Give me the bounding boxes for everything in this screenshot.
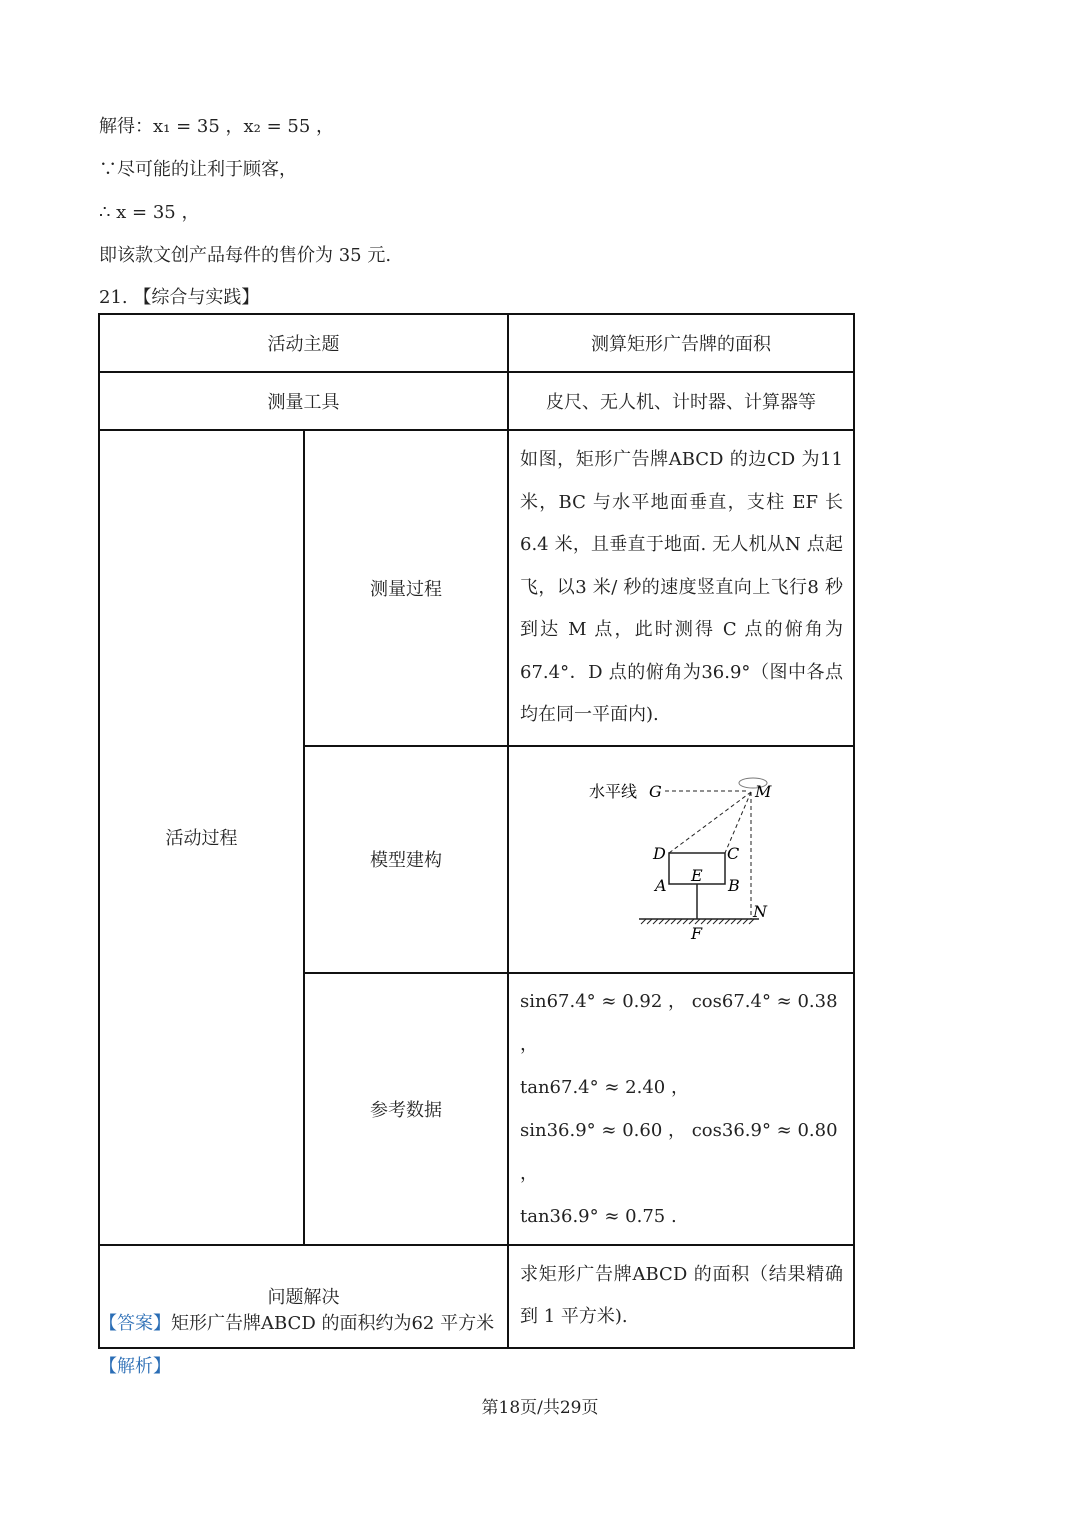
theme-value: 测算矩形广告牌的面积 bbox=[508, 314, 854, 372]
solution-line-2: ∵尽可能的让利于顾客， bbox=[99, 159, 297, 180]
horizontal-line-label: 水平线 bbox=[589, 781, 638, 801]
solution-line-3: ∴ x = 35 ， bbox=[99, 202, 200, 223]
solve-label: 问题解决 bbox=[99, 1245, 508, 1348]
ref-line-1: sin67.4° ≈ 0.92 ， cos67.4° ≈ 0.38 ， bbox=[520, 990, 838, 1055]
solve-text: 求矩形广告牌ABCD 的面积（结果精确到 1 平方米). bbox=[508, 1245, 854, 1348]
point-n: N bbox=[753, 901, 767, 921]
activity-table bbox=[98, 313, 855, 1349]
model-label: 模型建构 bbox=[304, 746, 508, 973]
ref-line-3: sin36.9° ≈ 0.60 ， cos36.9° ≈ 0.80 ， bbox=[520, 1119, 838, 1184]
answer-text: 矩形广告牌ABCD 的面积约为62 平方米 bbox=[171, 1313, 495, 1334]
answer-label: 【答案】 bbox=[99, 1313, 171, 1334]
question-heading: 21. 【综合与实践】 bbox=[99, 287, 260, 308]
tools-label: 测量工具 bbox=[99, 372, 508, 430]
ref-line-4: tan36.9° ≈ 0.75 . bbox=[520, 1205, 677, 1227]
page-footer: 第18页/共29页 bbox=[481, 1398, 599, 1418]
billboard-diagram bbox=[509, 747, 853, 967]
point-a: A bbox=[655, 875, 667, 895]
measure-label: 测量过程 bbox=[304, 430, 508, 746]
ref-label: 参考数据 bbox=[304, 973, 508, 1245]
point-g: G bbox=[649, 781, 662, 801]
ref-line-2: tan67.4° ≈ 2.40 ， bbox=[520, 1076, 689, 1098]
analysis-line bbox=[99, 1352, 171, 1378]
solution-line-1: 解得：x₁ = 35 ，x₂ = 55 ， bbox=[99, 116, 335, 137]
point-e: E bbox=[691, 865, 703, 885]
solution-line-4: 即该款文创产品每件的售价为 35 元. bbox=[99, 245, 392, 266]
analysis-label: 【解析】 bbox=[99, 1356, 171, 1377]
model-figure-cell bbox=[508, 746, 854, 973]
point-m: M bbox=[755, 781, 772, 801]
point-b: B bbox=[728, 875, 740, 895]
point-c: C bbox=[727, 843, 740, 863]
ref-data-cell bbox=[508, 973, 854, 1245]
theme-label: 活动主题 bbox=[99, 314, 508, 372]
process-label: 活动过程 bbox=[99, 430, 304, 1245]
point-f: F bbox=[691, 923, 703, 943]
measure-text: 如图，矩形广告牌ABCD 的边CD 为11米，BC 与水平地面垂直，支柱 EF 长6.4 米，且垂直于地面. 无人机从N 点起飞，以3 米/ 秒的速度竖直向上飞行8 秒到达 M 点，此时测得 C 点的俯角为67.4°．D 点的俯角为36.9°（图中各点均在同一平面内). bbox=[508, 430, 854, 746]
point-d: D bbox=[653, 843, 666, 863]
answer-line bbox=[99, 1309, 494, 1335]
tools-value: 皮尺、无人机、计时器、计算器等 bbox=[508, 372, 854, 430]
